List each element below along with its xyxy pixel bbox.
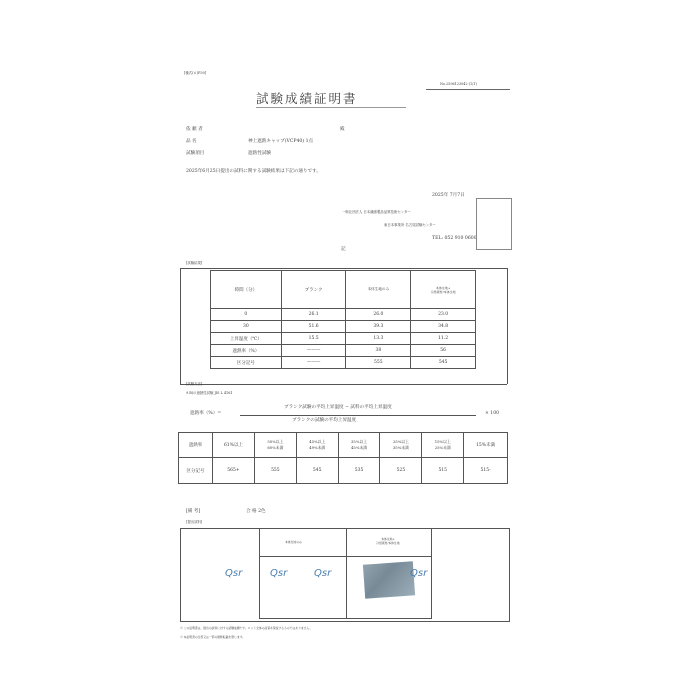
results-table (210, 270, 476, 369)
intro-text: 2025年6月25日提出の試料に関する試験結果は下記の通りです。 (186, 169, 321, 174)
sample-header-rule (259, 556, 431, 557)
table-cell: 15%以上 25%未満 (422, 433, 464, 458)
signature-2: Qsr (270, 568, 288, 579)
table-cell: 上昇温度（℃） (211, 333, 282, 345)
table-cell: 555 (346, 357, 411, 369)
table-cell: 25%以上 35%未満 (380, 433, 422, 458)
issuer-branch: 東日本事業所 名古屋試験センター (384, 223, 436, 227)
formula-fraction-bar (240, 415, 476, 416)
table-cell: 39.3 (346, 321, 411, 333)
results-col-body-cool: 本体生地+ 冷感素材/本体生地 (411, 271, 476, 309)
product-label: 品 名 (186, 139, 197, 144)
page-title: 試験成績証明書 (256, 91, 358, 106)
title-underline (256, 107, 406, 108)
remarks-label: [備 考] (186, 509, 201, 514)
table-cell: 56 (411, 345, 476, 357)
table-cell: 30 (211, 321, 282, 333)
product-value: 神上遮熱キャップ(VCP40) 1点 (248, 139, 314, 144)
table-cell: 35%以上 45%未満 (338, 433, 380, 458)
formula-numerator: ブランク試験の平均上昇温度 − 試料の平均上昇温度 (284, 405, 392, 410)
table-cell: 45%以上 49%未満 (296, 433, 338, 458)
table-cell: 525 (380, 458, 422, 484)
table-cell: 61%以上 (212, 433, 254, 458)
table-row (211, 345, 476, 357)
formula-denominator: ブランクの試験の平均上昇温度 (292, 418, 357, 423)
classification-table (178, 432, 508, 484)
table-cell: 区分記号 (179, 458, 213, 484)
sample-col2-label: 本体生地+ 冷感素材/本体生地 (376, 537, 400, 546)
table-cell: 13.3 (346, 333, 411, 345)
results-top-rule (180, 268, 507, 269)
issuer-tel: TEL: 052 910 0600 (432, 236, 477, 241)
form-label: [様式(ロ)P30] (184, 71, 207, 75)
client-label: 依 頼 者 (186, 127, 203, 132)
table-cell: 11.2 (411, 333, 476, 345)
signature-3: Qsr (314, 568, 332, 579)
table-cell: 26.1 (281, 309, 346, 321)
results-header-row (211, 271, 476, 309)
official-seal (476, 198, 512, 250)
table-cell: 23.0 (411, 309, 476, 321)
table-cell: 565+ (212, 458, 254, 484)
table-cell: 515 (422, 458, 464, 484)
client-suffix: 殿 (340, 127, 345, 132)
method-section-label: [試験方法] (186, 382, 203, 386)
sample-col1-label: 本体生地のみ (285, 540, 302, 544)
table-cell: ——— (281, 357, 346, 369)
table-row (211, 357, 476, 369)
table-cell: 51.6 (281, 321, 346, 333)
table-cell: 26.0 (346, 309, 411, 321)
table-row (211, 309, 476, 321)
method-description: 9.B)の遮熱性試験 JIS L 4161 (186, 391, 233, 395)
table-cell: 15.5 (281, 333, 346, 345)
table-cell: 遮熱率 (179, 433, 213, 458)
test-item-value: 遮熱性試験 (248, 151, 271, 156)
document-number: No.2596123042 (1/1) (440, 82, 477, 86)
table-cell: 515- (464, 458, 508, 484)
issuer-org: 一般社団法人 日本繊維製品品質技術センター (342, 210, 411, 214)
footnote-2: ※ 本証明書の全部又は一部の無断転載を禁じます。 (180, 635, 245, 639)
results-right-rule (507, 268, 508, 384)
table-cell: 34.8 (411, 321, 476, 333)
table-cell: 535 (338, 458, 380, 484)
remarks-value: 合 格 2色 (246, 509, 266, 514)
table-cell: 50%以上 60%未満 (254, 433, 296, 458)
results-col-body: 本体生地のみ (346, 271, 411, 309)
table-cell: 遮熱率（%） (211, 345, 282, 357)
table-row (211, 321, 476, 333)
table-row (179, 458, 508, 484)
results-col-time: 時間（分） (211, 271, 282, 309)
table-cell: ——— (281, 345, 346, 357)
results-section-label: [試験結果] (186, 261, 203, 265)
table-cell: 545 (411, 357, 476, 369)
results-col-blank: ブランク (281, 271, 346, 309)
test-item-label: 試験項目 (186, 151, 205, 156)
issue-date: 2025年 7月7日 (432, 193, 465, 198)
table-cell: 0 (211, 309, 282, 321)
table-row (211, 333, 476, 345)
table-cell: 555 (254, 458, 296, 484)
table-cell: 38 (346, 345, 411, 357)
note-heading: 記 (341, 247, 346, 252)
table-cell: 15%未満 (464, 433, 508, 458)
doc-number-underline (426, 89, 510, 90)
results-bottom-rule (180, 384, 507, 385)
footnote-1: ※ この証明書は、提出の試料に対する試験成績です。ロット全体の品質を保証するものではありません。 (180, 626, 313, 630)
fabric-swatch (363, 561, 415, 598)
sample-label: [提出試料] (186, 520, 203, 524)
table-cell: 545 (296, 458, 338, 484)
signature-4: Qsr (410, 568, 428, 579)
formula-lhs: 遮熱率（%）= (190, 411, 222, 416)
results-left-rule (180, 268, 181, 384)
classification-header-row (179, 433, 508, 458)
signature-1: Qsr (225, 568, 243, 579)
formula-times: × 100 (485, 411, 500, 416)
table-cell: 区分記号 (211, 357, 282, 369)
